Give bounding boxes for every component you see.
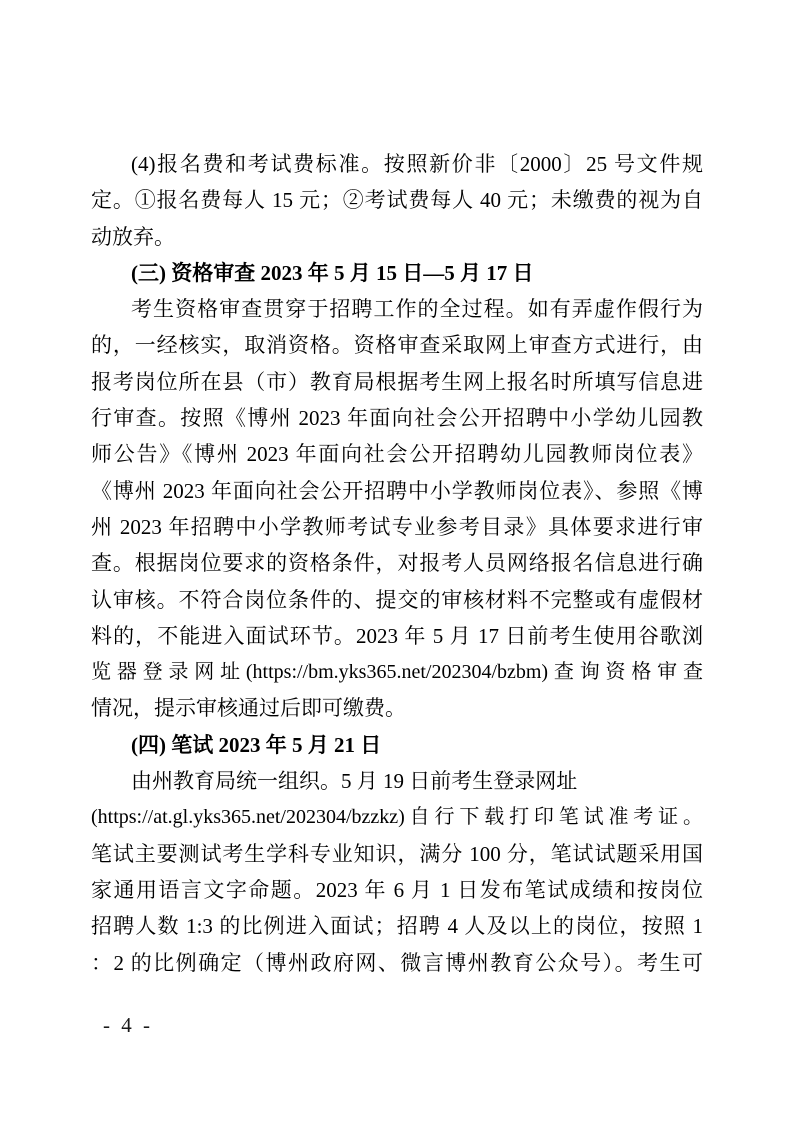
- body-line: 《博州 2023 年面向社会公开招聘中小学教师岗位表》、参照《博: [91, 478, 703, 503]
- body-line: 笔试主要测试考生学科专业知识，满分 100 分，笔试试题采用国: [91, 841, 703, 866]
- body-line: (4)报名费和考试费标准。按照新价非〔2000〕25 号文件规: [131, 152, 703, 176]
- body-line: 招聘人数 1:3 的比例进入面试；招聘 4 人及以上的岗位，按照 1: [91, 914, 703, 939]
- body-line: 报考岗位所在县（市）教育局根据考生网上报名时所填写信息进: [91, 369, 703, 394]
- body-line: 家通用语言文字命题。2023 年 6 月 1 日发布笔试成绩和按岗位: [91, 877, 703, 902]
- body-line: 师公告》《博州 2023 年面向社会公开招聘幼儿园教师岗位表》: [91, 442, 703, 467]
- body-line: 料的，不能进入面试环节。2023 年 5 月 17 日前考生使用谷歌浏: [91, 623, 703, 648]
- body-line: 认审核。不符合岗位条件的、提交的审核材料不完整或有虚假材: [91, 587, 703, 612]
- section-heading: (四) 笔试 2023 年 5 月 21 日: [131, 732, 382, 757]
- body-line: ：2 的比例确定（博州政府网、微言博州教育公众号）。考生可: [91, 950, 703, 975]
- body-line: 动放弃。: [91, 224, 175, 249]
- page-number: - 4 -: [103, 1013, 153, 1037]
- document-body: [91, 146, 703, 981]
- body-line: 情况，提示审核通过后即可缴费。: [91, 696, 406, 721]
- body-line: 考生资格审查贯穿于招聘工作的全过程。如有弄虚作假行为: [131, 297, 703, 322]
- body-line: 由州教育局统一组织。5 月 19 日前考生登录网址: [131, 769, 578, 794]
- body-line: 的，一经核实，取消资格。资格审查采取网上审查方式进行，由: [91, 333, 703, 358]
- body-line: 览器登录网址(https://bm.yks365.net/202304/bzbm)查询资格审查: [91, 661, 703, 684]
- section-heading: (三) 资格审查 2023 年 5 月 15 日—5 月 17 日: [131, 260, 534, 285]
- body-line: 行审查。按照《博州 2023 年面向社会公开招聘中小学幼儿园教: [91, 406, 703, 431]
- body-line: 查。根据岗位要求的资格条件，对报考人员网络报名信息进行确: [91, 551, 703, 576]
- body-line: 定。①报名费每人 15 元；②考试费每人 40 元；未缴费的视为自: [91, 188, 703, 213]
- body-line: 州 2023 年招聘中小学教师考试专业参考目录》具体要求进行审: [91, 514, 703, 539]
- body-line: (https://at.gl.yks365.net/202304/bzzkz)自行下载打印笔试准考证。: [91, 806, 703, 829]
